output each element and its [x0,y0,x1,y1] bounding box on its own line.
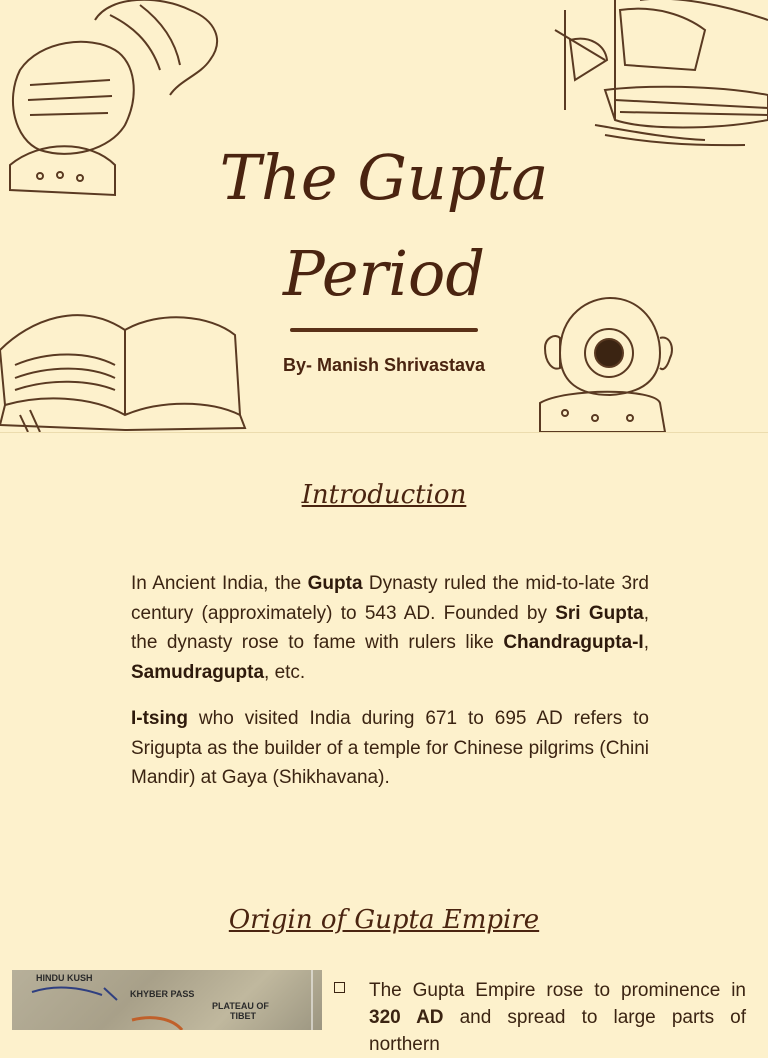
title-underline [290,328,478,332]
map-label: KHYBER PASS [130,989,195,999]
map-label: HINDU KUSH [36,973,93,983]
india-map-image [12,970,322,1030]
bold-run: I-tsing [131,708,188,729]
text-run: , [643,632,649,653]
page-divider [0,432,768,433]
map-label: PLATEAU OF [212,1001,269,1011]
bold-run: Samudragupta [131,661,265,683]
origin-bullet-1 [369,977,746,1058]
intro-paragraph-1 [131,569,649,687]
map-label: TIBET [230,1011,256,1021]
text-run: , the dynasty rose to fame with rulers like [131,602,649,653]
bullet-icon [334,982,345,993]
text-run: , etc. [264,661,306,683]
bold-run: Gupta [307,573,363,594]
text-run: who visited India during 671 to 695 AD refers to Srigupta as the builder of a temple for Chinese pilgrims (Chini Mandir) at Gaya (Shikhavana). [131,708,649,788]
page-title [0,130,768,322]
title-line-2: Period [282,237,486,310]
intro-paragraph-2 [131,704,649,793]
author-byline: By- Manish Shrivastava [282,355,486,375]
origin-heading: Origin of Gupta Empire [228,905,540,935]
text-run: In Ancient India, the [131,573,308,594]
text-run: and spread to large parts of northern [369,1007,747,1055]
text-run: Dynasty ruled the mid-to-late 3rd century (approximately) to 543 AD. Founded by [131,573,649,624]
ship-icon [545,0,768,150]
introduction-heading: Introduction [301,480,467,510]
title-line-1: The Gupta [219,141,549,214]
text-run: The Gupta Empire rose to prominence in [369,980,746,1001]
map-arrows [12,970,322,1030]
bold-run: 320 AD [369,1007,444,1028]
bold-run: Sri Gupta [555,602,644,624]
bold-run: Chandragupta-I [503,632,644,653]
